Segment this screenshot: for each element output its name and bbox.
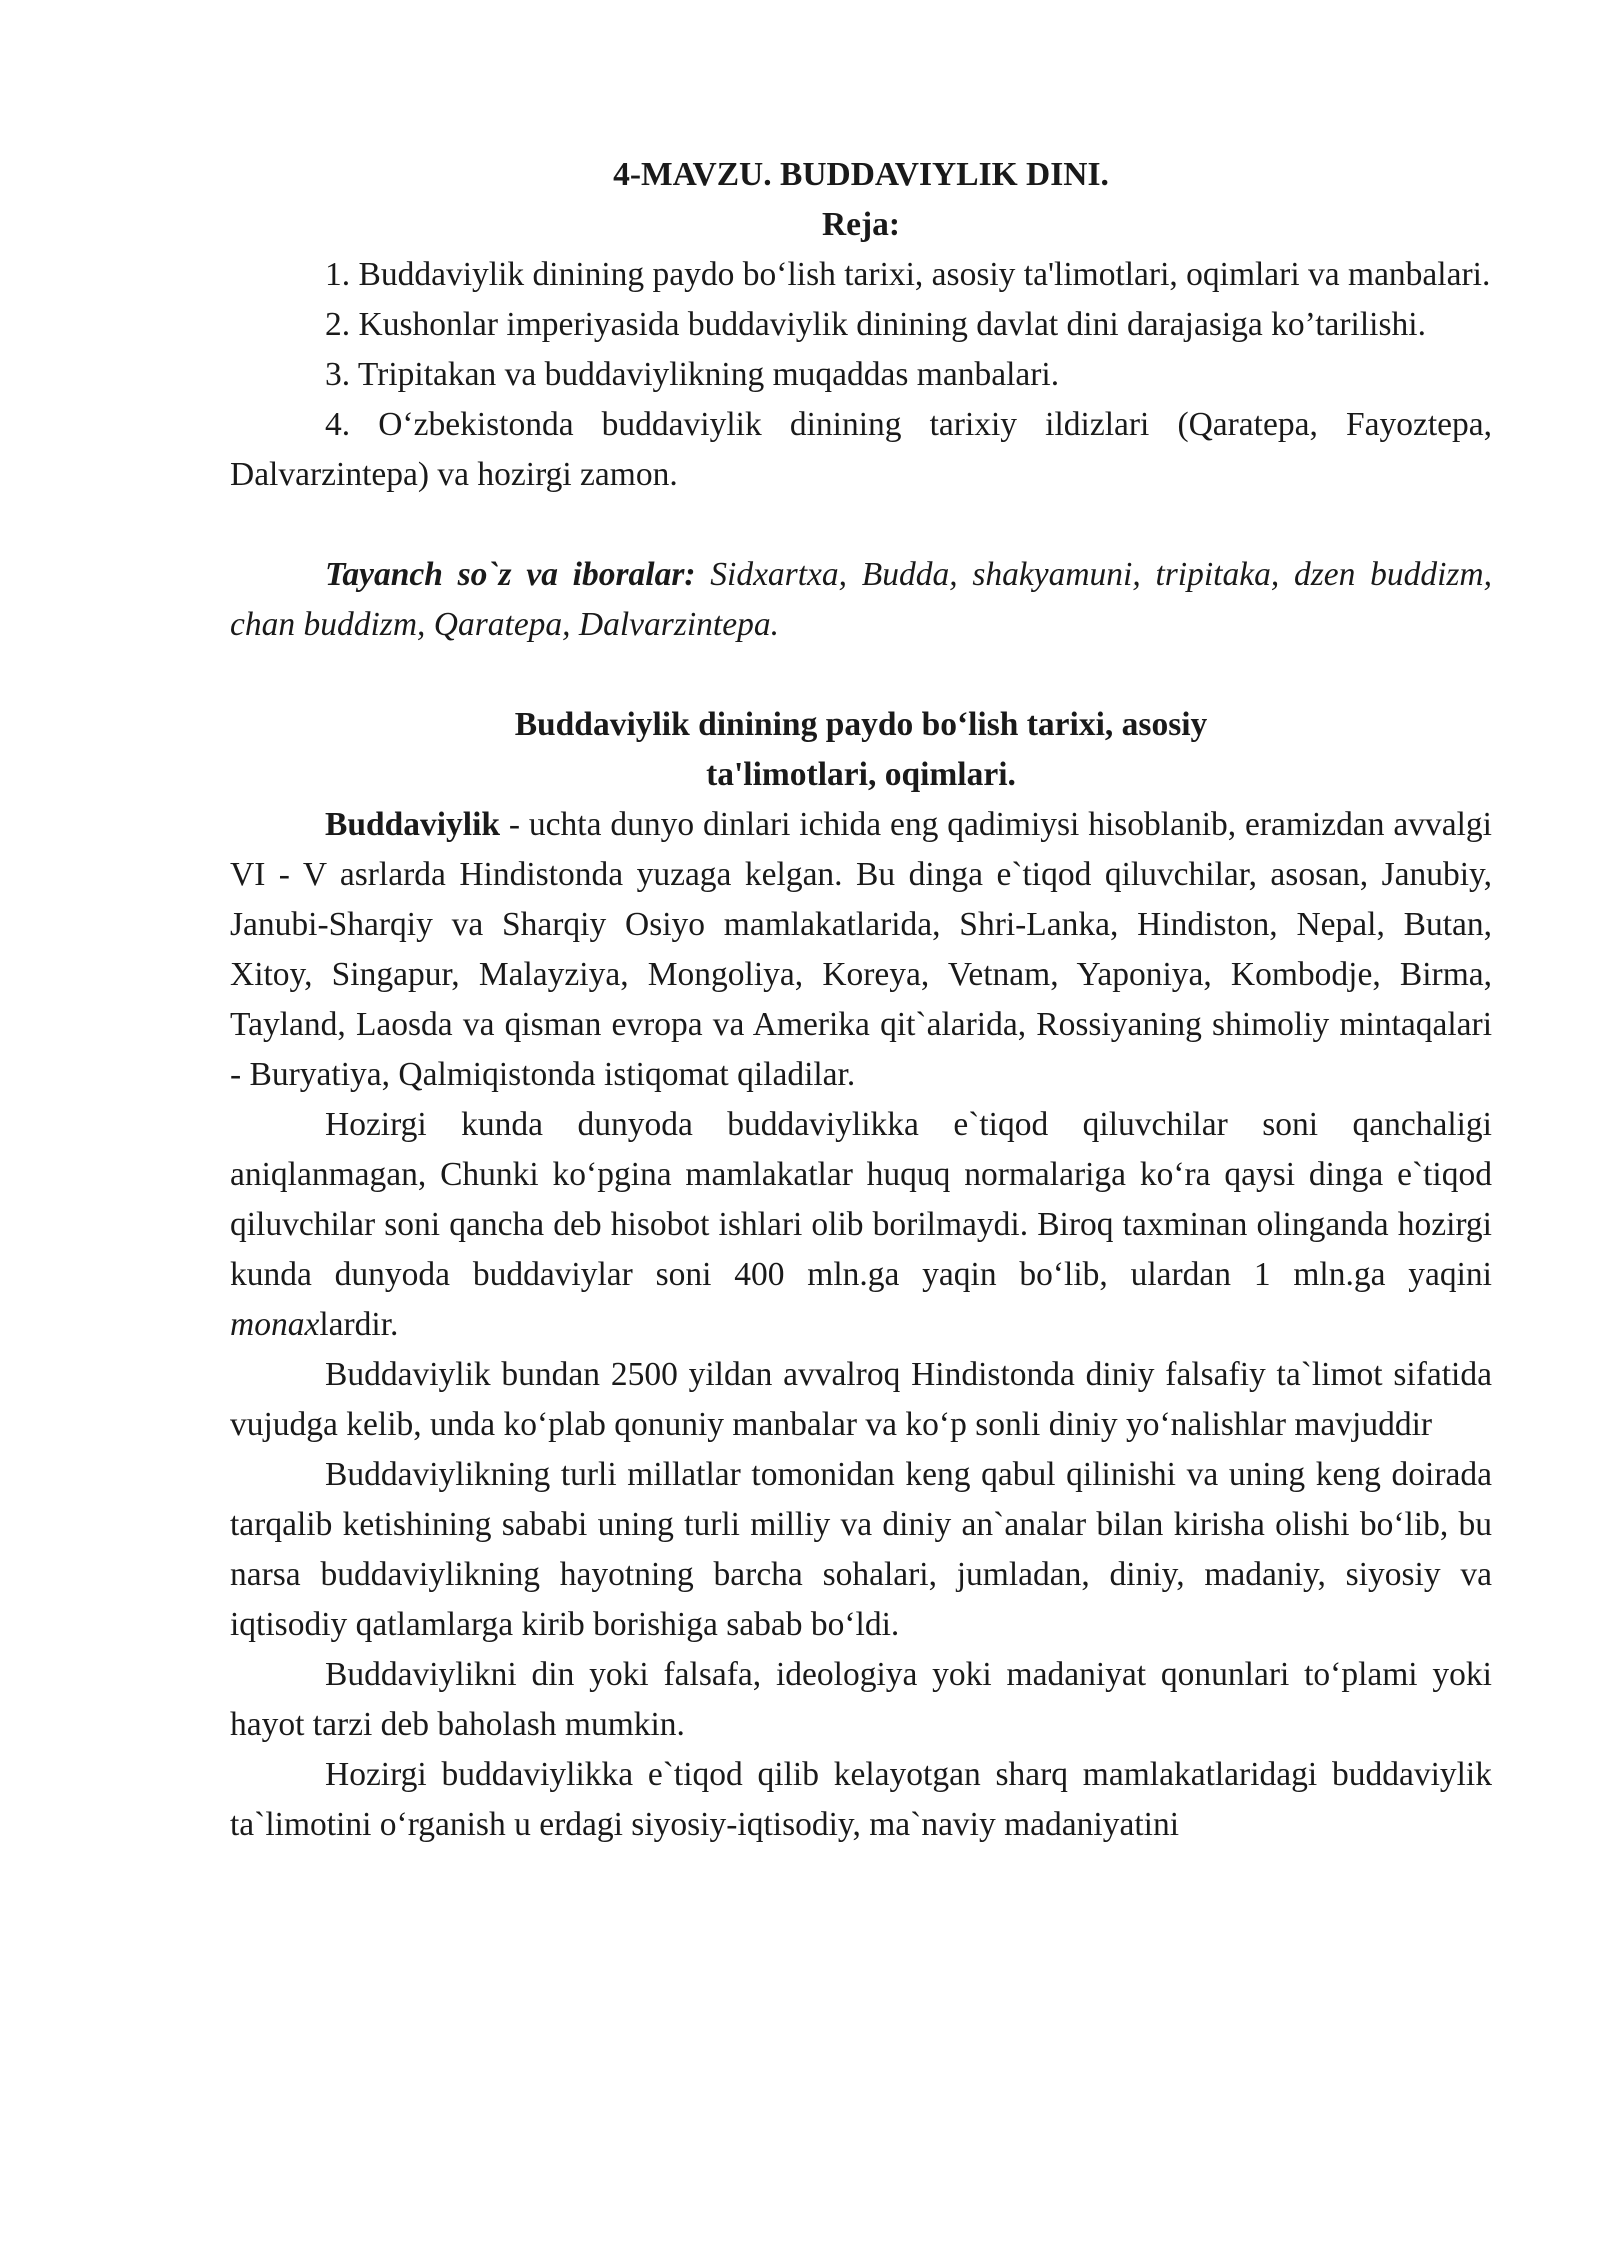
plan-heading: Reja: xyxy=(821,206,901,243)
plan-item-1: 1. Buddaviylik dinining paydo bo‘lish tarixi, asosiy ta'limotlari, oqimlari va manbalari. xyxy=(325,256,1491,293)
section-heading-line-2: ta'limotlari, oqimlari. xyxy=(706,756,1016,793)
plan-item-2: 2. Kushonlar imperiyasida buddaviylik dinining davlat dini darajasiga ko’tarilishi. xyxy=(325,306,1426,343)
keywords-text: Sidxartxa, Budda, shakyamuni, tripitaka, dzen buddizm, chan buddizm, Qaratepa, Dalvarzintepa. xyxy=(230,556,1492,643)
paragraph-2 xyxy=(230,1100,1492,1350)
plan-item-4: 4. O‘zbekistonda buddaviylik dinining tarixiy ildizlari (Qaratepa, Fayoztepa, Dalvarzintepa) va hozirgi zamon. xyxy=(230,406,1492,493)
paragraph-5: Buddaviylikni din yoki falsafa, ideologiya yoki madaniyat qonunlari to‘plami yoki hayot tarzi deb baholash mumkin. xyxy=(230,1656,1492,1743)
spacer xyxy=(230,650,1492,700)
paragraph-3: Buddaviylik bundan 2500 yildan avvalroq Hindistonda diniy falsafiy ta`limot sifatida vujudga kelib, unda ko‘plab qonuniy manbalar va ko‘p sonli diniy yo‘nalishlar mavjuddir xyxy=(230,1356,1492,1443)
plan-item-3: 3. Tripitakan va buddaviylikning muqaddas manbalari. xyxy=(325,356,1060,393)
paragraph-2-text: Hozirgi kunda dunyoda buddaviylikka e`tiqod qiluvchilar soni qanchaligi aniqlanmagan, Chunki ko‘pgina mamlakatlar huquq normalariga ko‘ra qaysi dinga e`tiqod qiluvchilar soni qancha deb hisobot ishlari olib borilmaydi. Biroq taxminan olinganda hozirgi kunda dunyoda buddaviylar soni 400 mln.ga yaqin bo‘lib, ulardan 1 mln.ga yaqini xyxy=(230,1106,1492,1293)
paragraph-2-emphasis: monax xyxy=(230,1306,320,1343)
keywords-label: Tayanch so`z va iboralar: xyxy=(325,556,696,593)
paragraph-4: Buddaviylikning turli millatlar tomonidan keng qabul qilinishi va uning keng doirada tarqalib ketishining sababi uning turli milliy va diniy an`analar bilan kirisha olishi bo‘lib, bu narsa buddaviylikning hayotning barcha sohalari, jumladan, diniy, madaniy, siyosiy va iqtisodiy qatlamlarga kirib borishiga sabab bo‘ldi. xyxy=(230,1456,1492,1643)
spacer xyxy=(230,500,1492,550)
paragraph-2-tail: lardir. xyxy=(319,1306,399,1343)
section-heading-line-1: Buddaviylik dinining paydo bo‘lish tarixi, asosiy xyxy=(514,706,1208,743)
paragraph-1 xyxy=(230,800,1492,1100)
paragraph-1-text: - uchta dunyo dinlari ichida eng qadimiysi hisoblanib, eramizdan avvalgi VI - V asrlarda Hindistonda yuzaga kelgan. Bu dinga e`tiqod qiluvchilar, asosan, Janubiy, Janubi-Sharqiy va Sharqiy Osiyo mamlakatlarida, Shri-Lanka, Hindiston, Nepal, Butan, Xitoy, Singapur, Malayziya, Mongoliya, Koreya, Vetnam, Yaponiya, Kombodje, Birma, Tayland, Laosda va qisman evropa va Amerika qit`alarida, Rossiyaning shimoliy mintaqalari - Buryatiya, Qalmiqistonda istiqomat qiladilar. xyxy=(230,806,1492,1093)
paragraph-6: Hozirgi buddaviylikka e`tiqod qilib kelayotgan sharq mamlakatlaridagi buddaviylik ta`limotini o‘rganish u erdagi siyosiy-iqtisodiy, ma`naviy madaniyatini xyxy=(230,1756,1492,1843)
document-page xyxy=(230,150,1492,1850)
paragraph-1-lead: Buddaviylik xyxy=(325,806,501,843)
keywords-paragraph xyxy=(230,550,1492,650)
document-title: 4-MAVZU. BUDDAVIYLIK DINI. xyxy=(613,156,1109,193)
